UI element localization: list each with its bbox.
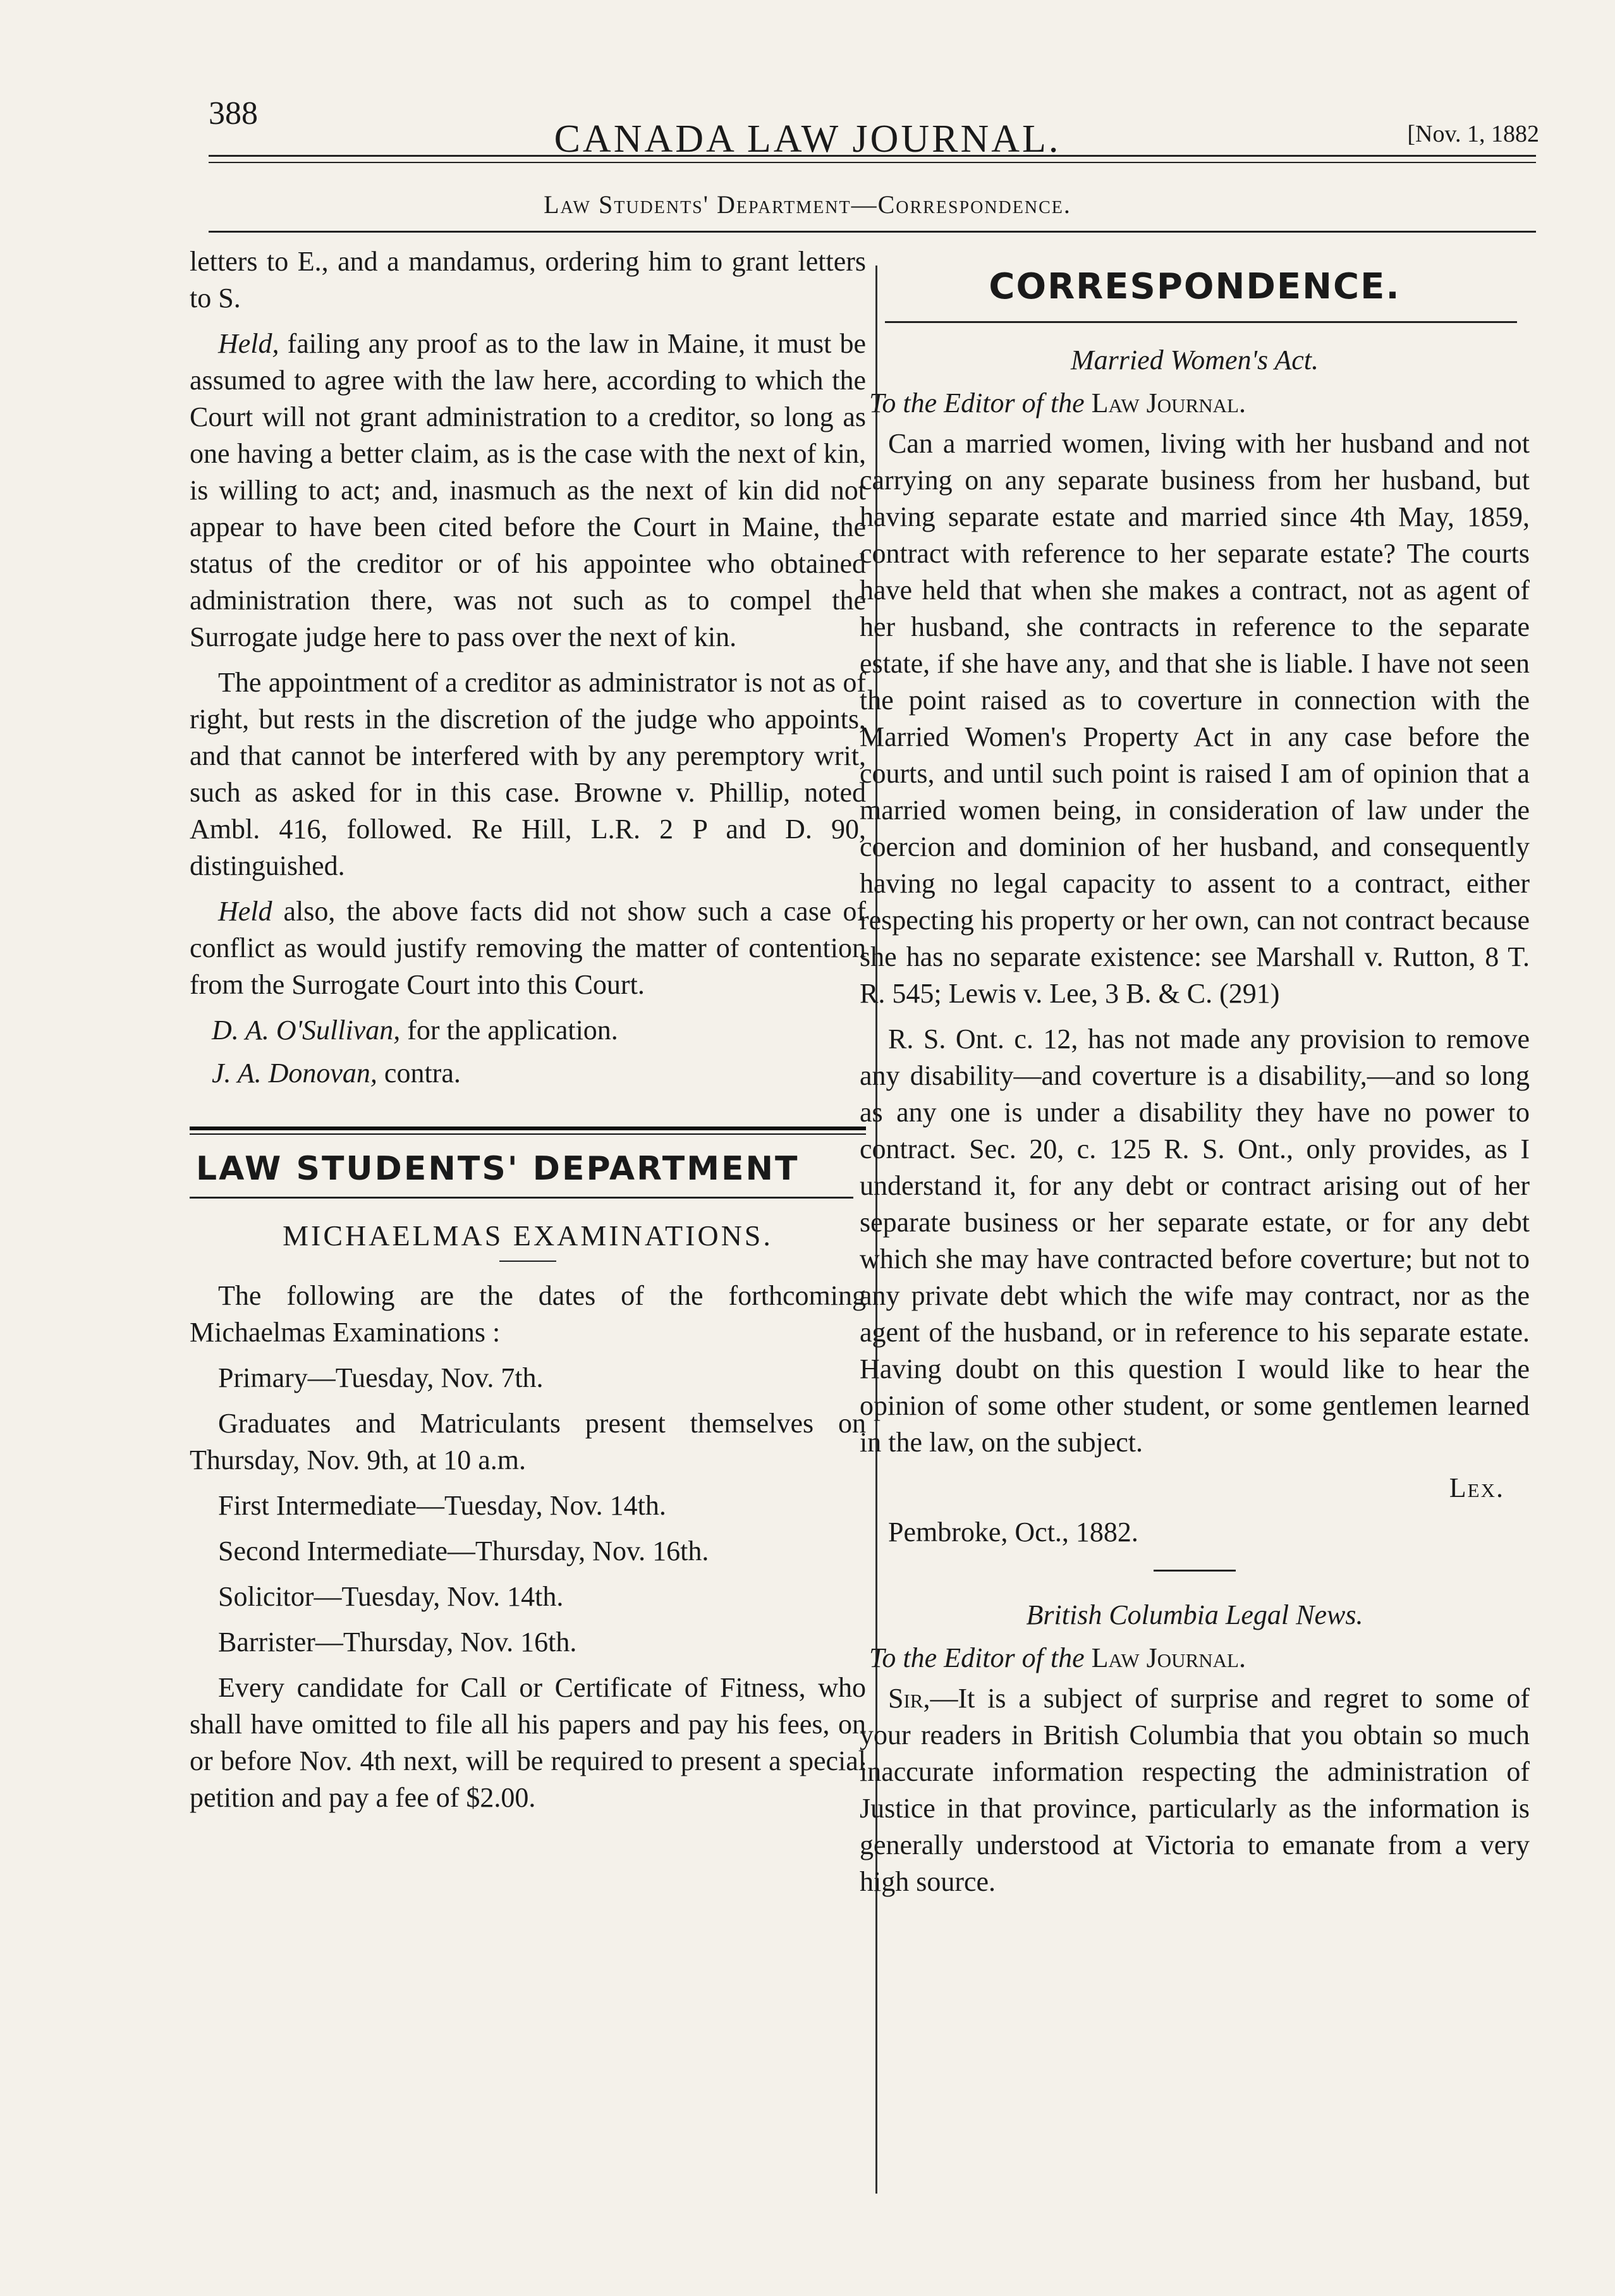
page-number: 388: [209, 95, 258, 131]
exam-title-rule: [499, 1261, 556, 1262]
counsel-line-2: [190, 1055, 866, 1092]
letter-1-title: Married Women's Act.: [1071, 345, 1319, 376]
issue-date: [Nov. 1, 1882: [1407, 121, 1539, 147]
exam-intro: The following are the dates of the forthcoming Michaelmas Examinations :: [190, 1280, 866, 1348]
exam-date-primary: Primary—Tuesday, Nov. 7th.: [218, 1362, 544, 1393]
held-also-label: Held: [218, 896, 272, 927]
letter-1-paragraph-2: R. S. Ont. c. 12, has not made any provision to remove any disability—and coverture is a disability,—and so long as any one is under a disability they have no power to contract. Sec. 20, c. 125 R. S. Ont., only provides, as I understand it, for any debt or contract arising out of her separate business or her separate estate, or for any debt which she may have contracted before coverture; but not to any private debt which the wife may contract, nor as the agent of the husband, or in reference to his separate estate. Having doubt on this question I would like to hear the opinion of some other student, or some gentlemen learned in the law, on the subject.: [860, 1023, 1530, 1458]
journal-title: CANADA LAW JOURNAL.: [554, 118, 1061, 161]
letter-2-title: British Columbia Legal News.: [1026, 1599, 1363, 1630]
held-also-text: also, the above facts did not show such a case of conflict as would justify removing the matter of contention from the Surrogate Court into this Court.: [190, 896, 866, 1000]
letter-2-paragraph-1: [860, 1680, 1530, 1900]
held-also-paragraph: [190, 893, 866, 1003]
letter-2-salutation: Sir,: [888, 1683, 930, 1714]
counsel-1-role: for the application.: [407, 1015, 618, 1046]
section-rule: [209, 231, 1536, 233]
letter-2-text: —It is a subject of surprise and regret to some of your readers in British Columbia that you obtain so much inaccurate information respecting the administration of Justice in that province, particularly as the information is generally understood at Victoria to emanate from a very high source.: [860, 1683, 1530, 1897]
section-heading: Law Students' Department—Correspondence.: [544, 190, 1071, 219]
counsel-1-name: D. A. O'Sullivan,: [212, 1015, 401, 1046]
held-paragraph: [190, 326, 866, 656]
correspondence-title: CORRESPONDENCE.: [989, 266, 1401, 307]
letter-1-to-prefix: To the Editor of the: [869, 388, 1085, 418]
appointment-paragraph: The appointment of a creditor as administrator is not as of right, but rests in the discretion of the judge who appoints, and that cannot be interfered with by any peremptory writ, such as asked for in this case. Browne v. Phillip, noted Ambl. 416, followed. Re Hill, L.R. 2 P and D. 90, distinguished.: [190, 667, 866, 881]
department-rule: [190, 1197, 853, 1199]
letter-1-to-journal: Law Journal.: [1091, 388, 1246, 418]
exam-date-barrister: Barrister—Thursday, Nov. 16th.: [218, 1627, 577, 1658]
letter-2-to-prefix: To the Editor of the: [869, 1642, 1085, 1673]
right-column: [860, 253, 1530, 1909]
exam-notice: Every candidate for Call or Certificate of Fitness, who shall have omitted to file all his papers and pay his fees, on or before Nov. 4th next, will be required to present a special petition and pay a fee of $2.00.: [190, 1672, 866, 1813]
held-label: Held,: [218, 328, 279, 359]
header-rule: [209, 155, 1536, 163]
letter-1-address: [869, 385, 1530, 422]
counsel-2-name: J. A. Donovan,: [212, 1058, 377, 1089]
exam-date-first-intermediate: First Intermediate—Tuesday, Nov. 14th.: [218, 1490, 666, 1521]
letter-1-paragraph-1: Can a married women, living with her husband and not carrying on any separate business from her husband, but having separate estate and married since 4th May, 1859, contract with reference to her separate estate? The courts have held that when she makes a contract, not as agent of her husband, she contracts in reference to the separate estate, if she have any, and that she is liable. I have not seen the point raised as to coverture in connection with the Married Women's Property Act in any case before the courts, and until such point is raised I am of opinion that a married women being, in consideration of law under the coercion and dominion of her husband, and consequently having no legal capacity to assent to a contract, either respecting his property or her own, can not contract because she has no separate existence: see Marshall v. Rutton, 8 T. R. 545; Lewis v. Lee, 3 B. & C. (291): [860, 428, 1530, 1009]
letter-1-place-date: Pembroke, Oct., 1882.: [888, 1517, 1138, 1548]
exam-date-solicitor: Solicitor—Tuesday, Nov. 14th.: [218, 1581, 564, 1612]
letter-2-address: [869, 1640, 1530, 1676]
left-column: [190, 243, 866, 1825]
letter-1-signature: Lex.: [1449, 1472, 1504, 1503]
letter-separator: [1154, 1570, 1236, 1572]
counsel-2-role: contra.: [384, 1058, 461, 1089]
department-separator: [190, 1127, 866, 1135]
exam-date-graduates: Graduates and Matriculants present themselves on Thursday, Nov. 9th, at 10 a.m.: [190, 1408, 866, 1475]
exam-title: MICHAELMAS EXAMINATIONS.: [283, 1219, 773, 1252]
exam-date-second-intermediate: Second Intermediate—Thursday, Nov. 16th.: [218, 1536, 709, 1566]
counsel-line-1: [190, 1012, 866, 1049]
correspondence-rule: [885, 321, 1517, 323]
department-title: LAW STUDENTS' DEPARTMENT: [196, 1150, 800, 1188]
case-continuation: letters to E., and a mandamus, ordering him to grant letters to S.: [190, 246, 866, 314]
held-text: failing any proof as to the law in Maine, it must be assumed to agree with the law here, according to which the Court will not grant administration to a creditor, so long as one having a better claim, as is the case with the next of kin, is willing to act; and, inasmuch as the next of kin did not appear to have been cited before the Court in Maine, the status of the creditor or of his appointee who obtained administration there, was not such as to compel the Surrogate judge here to pass over the next of kin.: [190, 328, 867, 652]
letter-2-to-journal: Law Journal.: [1091, 1642, 1246, 1673]
